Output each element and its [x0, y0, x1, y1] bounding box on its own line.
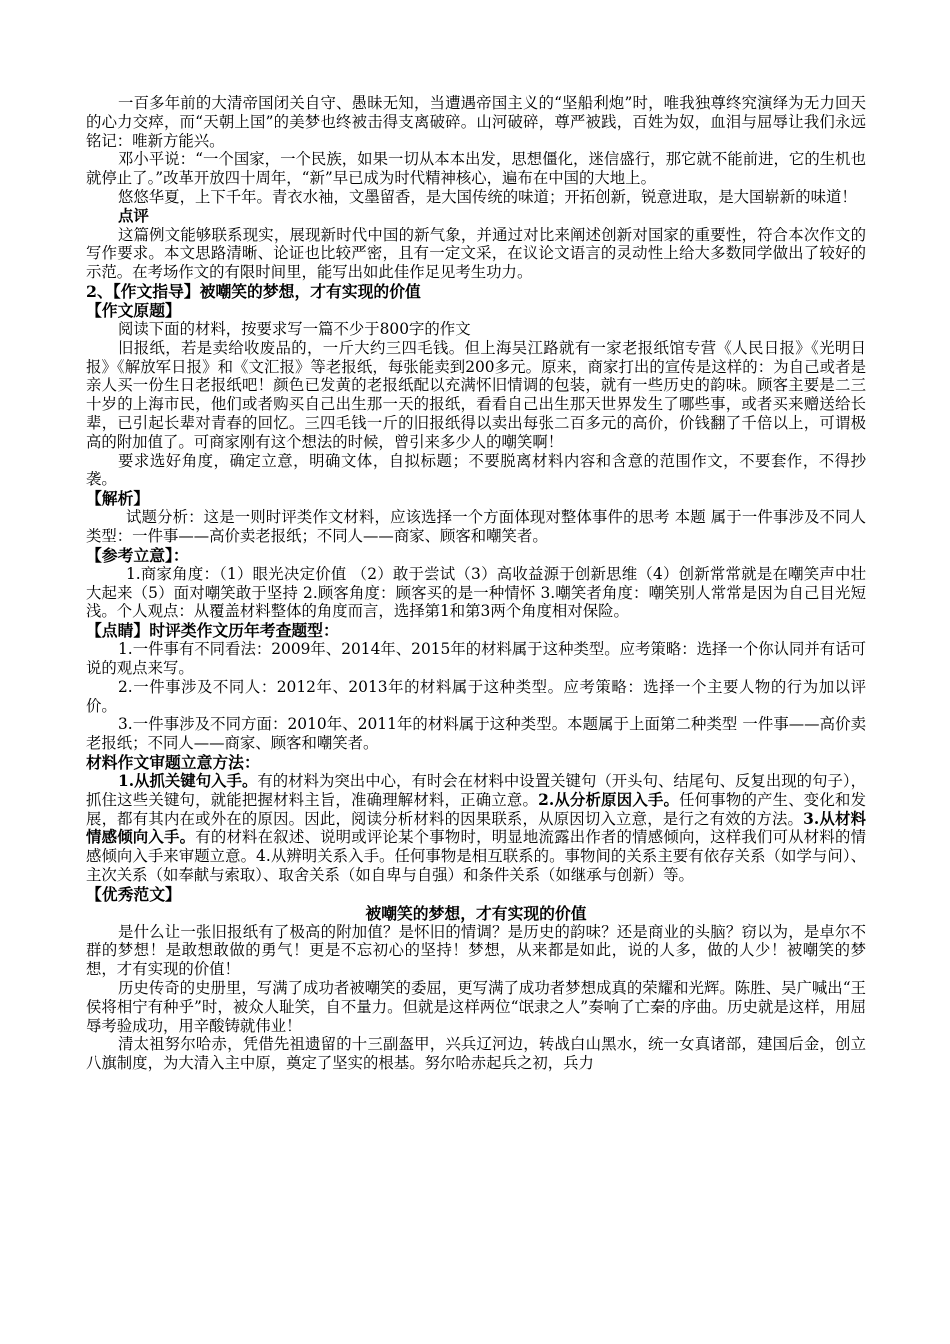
topic-paragraph-3: 要求选好角度，确定立意，明确文体，自拟标题；不要脱离材料内容和含意的范围作文，不要套作，不得抄袭。 [86, 451, 866, 489]
intro-paragraph-3: 悠悠华夏，上下千年。青衣水袖，文墨留香，是大国传统的味道；开拓创新，锐意进取，是大国崭新的味道！ [118, 187, 857, 206]
method-label: 材料作文审题立意方法： [86, 752, 260, 772]
section-heading: 2、【作文指导】被嘲笑的梦想，才有实现的价值 [86, 281, 421, 301]
intro-paragraph-2: 邓小平说：“一个国家，一个民族，如果一切从本本出发，思想僵化，迷信盛行，那它就不能前进，它的生机也就停止了。”改革开放四十周年，“新”早已成为时代精神核心，遍布在中国的大地上。 [86, 150, 866, 188]
method-bold-1: 1.从抓关键句入手。 [118, 771, 258, 790]
essay-paragraph-2: 历史传奇的史册里，写满了成功者被嘲笑的委屈，更写满了成功者梦想成真的荣耀和光辉。陈胜、吴广喊出“王侯将相宁有种乎”时，被众人耻笑，自不量力。但就是这样两位“氓隶之人”奏响了亡秦的序曲。历史就是这样，用屈辱考验成功，用辛酸铸就伟业！ [86, 979, 866, 1035]
method-text-1: 有的材料为突出中心，有时会在材料中设置关键句（开头句、结尾句、反复出现的句子），抓住这些关键句，就能把握材料主旨，准确理解材料，正确立意。 [86, 771, 866, 809]
analysis-label: 【解析】 [86, 489, 150, 509]
topic-paragraph-1: 阅读下面的材料，按要求写一篇不少于800字的作文 [118, 319, 471, 338]
essay-paragraph-1: 是什么让一张旧报纸有了极高的附加值？是怀旧的情调？是历史的韵味？还是商业的头脑？窃以为，是卓尔不群的梦想！是敢想敢做的勇气！更是不忘初心的坚持！梦想，从来都是如此，说的人多，做的人少！被嘲笑的梦想，才有实现的价值！ [86, 922, 866, 979]
intro-paragraph-1: 一百多年前的大清帝国闭关自守、愚昧无知，当遭遇帝国主义的“坚船利炮”时，唯我独尊终究演绎为无力回天的心力交瘁，而“天朝上国”的美梦也终被击得支离破碎。山河破碎，尊严被践，百姓为奴，血泪与屈辱让我们永远铭记：唯新方能兴。 [86, 94, 866, 150]
method-text-2: 任何事物的产生、变化和发展，都有其内在或外在的原因。因此，阅读分析材料的因果联系，从原因切入立意，是行之有效的方法。 [86, 790, 866, 828]
essay-label: 【优秀范文】 [86, 884, 181, 904]
reference-label: 【参考立意】： [86, 545, 189, 565]
document-page [86, 94, 866, 1073]
reference-text: 1.商家角度：（1）眼光决定价值 （2）敢于尝试（3）高收益源于创新思维（4）创新常常就是在嘲笑声中壮大起来（5）面对嘲笑敢于坚持 2.顾客角度：顾客买的是一种情怀 3.嘲笑者角度：嘲笑别人常常是因为自己目光短浅。个人观点：从覆盖材料整体的角度而言，选择第1和第3两个角度相对保险。 [86, 564, 866, 621]
topic-paragraph-2: 旧报纸，若是卖给收废品的，一斤大约三四毛钱。但上海吴江路就有一家老报纸馆专营《人民日报》《光明日报》《解放军日报》和《文汇报》等老报纸，每张能卖到200多元。原来，商家打出的宣传是这样的：为自己或者是亲人买一份生日老报纸吧！颜色已发黄的老报纸配以充满怀旧情调的包装，就有一些历史的韵味。顾客主要是二三十岁的上海市民，他们或者购买自己出生那一天的报纸，看看自己出生那天世界发生了哪些事，或者买来赠送给长辈，已引起长辈对青春的回忆。三四毛钱一斤的旧报纸得以卖出每张二百多元的高价，价钱翻了千倍以上，可谓极高的附加值了。可商家刚有这个想法的时候，曾引来多少人的嘲笑啊！ [86, 338, 866, 451]
analysis-text: 试题分析：这是一则时评类作文材料，应该选择一个方面体现对整体事件的思考 本题 属于一件事涉及不同人类型：一件事——高价卖老报纸；不同人——商家、顾客和嘲笑者。 [86, 508, 866, 545]
topic-label: 【作文原题】 [86, 300, 181, 320]
method-text-3: 有的材料在叙述、说明或评论某个事物时，明显地流露出作者的情感倾向，这样我们可从材料的情感倾向入手来审题立意。4.从辨明关系入手。任何事物是相互联系的。事物间的关系主要有依存关系（如学与问）、主次关系（如奉献与索取）、取舍关系（如自卑与自强）和条件关系（如继承与创新）等。 [86, 828, 866, 884]
comment-title: 点评 [118, 206, 149, 225]
method-paragraph [86, 772, 866, 885]
point-label: 【点睛】时评类作文历年考查题型： [86, 621, 339, 641]
method-bold-3: 3.从材料情感倾向入手。 [86, 809, 866, 847]
point-item-1: 1.一件事有不同看法：2009年、2014年、2015年的材料属于这种类型。应考策略：选择一个你认同并有话可说的观点来写。 [86, 640, 866, 677]
comment-body: 这篇例文能够联系现实，展现新时代中国的新气象，并通过对比来阐述创新对国家的重要性，符合本次作文的写作要求。本文思路清晰、论证也比较严密，且有一定文采，在议论文语言的灵动性上给大多数同学做出了较好的示范。在考场作文的有限时间里，能写出如此佳作足见考生功力。 [86, 225, 866, 282]
point-item-3: 3.一件事涉及不同方面：2010年、2011年的材料属于这种类型。本题属于上面第二种类型 一件事——高价卖老报纸；不同人——商家、顾客和嘲笑者。 [86, 715, 866, 753]
method-bold-2: 2.从分析原因入手。 [538, 790, 680, 809]
essay-paragraph-3: 清太祖努尔哈赤，凭借先祖遗留的十三副盔甲，兴兵辽河边，转战白山黑水，统一女真诸部，建国后金，创立八旗制度，为大清入主中原，奠定了坚实的根基。努尔哈赤起兵之初，兵力 [86, 1035, 866, 1073]
essay-title: 被嘲笑的梦想，才有实现的价值 [365, 903, 587, 923]
point-item-2: 2.一件事涉及不同人：2012年、2013年的材料属于这种类型。应考策略：选择一个主要人物的行为加以评价。 [86, 677, 866, 715]
